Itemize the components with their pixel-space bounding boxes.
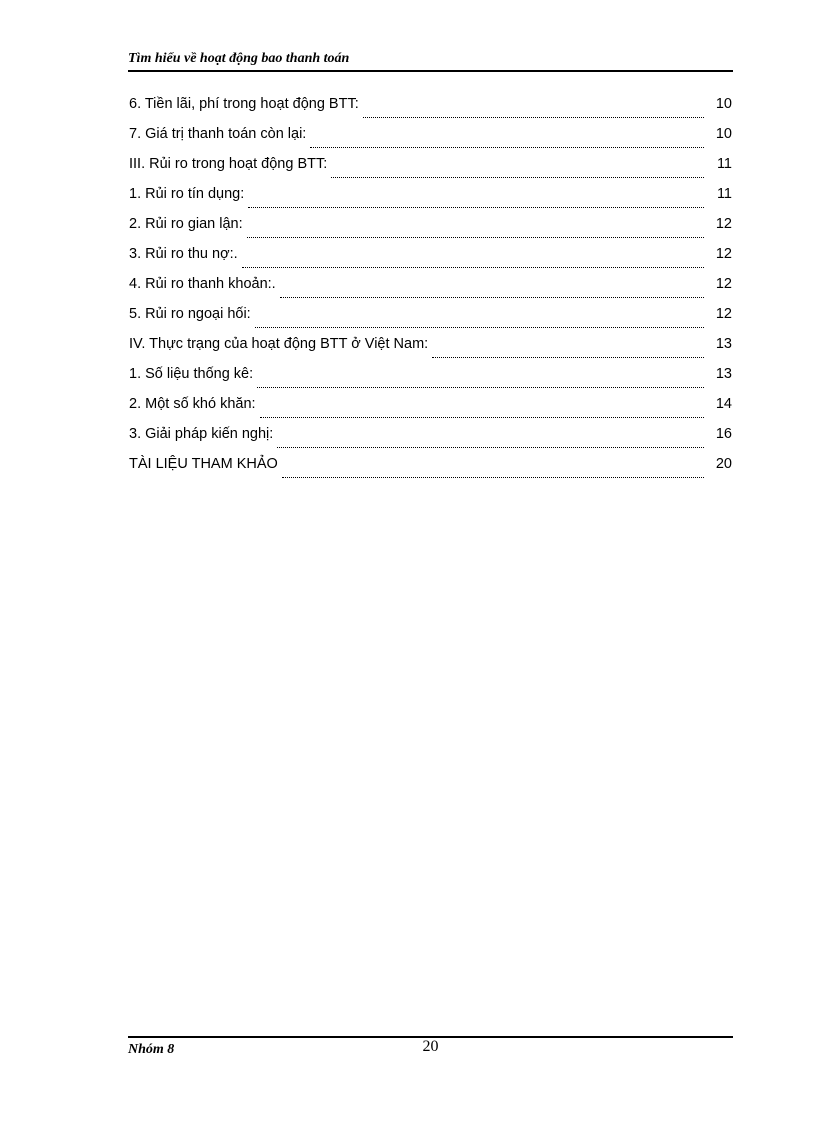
toc-entry-page: 14	[715, 396, 732, 412]
toc-entry-page: 12	[715, 276, 732, 292]
toc-entry-page: 10	[715, 126, 732, 142]
table-of-contents	[129, 94, 732, 484]
toc-entry-label: III. Rủi ro trong hoạt động BTT:	[129, 156, 328, 172]
toc-leader	[331, 176, 704, 178]
toc-entry-label: 2. Rủi ro gian lận:	[129, 216, 243, 232]
toc-entry-page: 16	[715, 426, 732, 442]
toc-entry[interactable]	[129, 244, 732, 274]
toc-leader	[282, 476, 704, 478]
toc-entry-label: 2. Một số khó khăn:	[129, 396, 256, 412]
toc-leader	[255, 326, 704, 328]
toc-leader	[260, 416, 704, 418]
header-title: Tìm hiểu về hoạt động bao thanh toán	[128, 51, 350, 66]
toc-entry-page: 12	[715, 306, 732, 322]
toc-entry-page: 13	[715, 366, 732, 382]
toc-entry-label: 5. Rủi ro ngoại hối:	[129, 306, 251, 322]
toc-leader	[248, 206, 704, 208]
page-footer	[128, 1036, 733, 1057]
toc-entry[interactable]	[129, 94, 732, 124]
toc-entry-label: 3. Rủi ro thu nợ:.	[129, 246, 238, 262]
toc-entry-label: IV. Thực trạng của hoạt động BTT ở Việt Nam:	[129, 336, 429, 352]
toc-leader	[363, 116, 704, 118]
toc-entry-label: 4. Rủi ro thanh khoản:.	[129, 276, 276, 292]
toc-leader	[432, 356, 704, 358]
footer-group-name: Nhóm 8	[128, 1042, 175, 1057]
toc-entry[interactable]	[129, 364, 732, 394]
toc-entry[interactable]	[129, 124, 732, 154]
toc-entry[interactable]	[129, 304, 732, 334]
toc-entry-page: 20	[715, 456, 732, 472]
toc-entry-label: 3. Giải pháp kiến nghị:	[129, 426, 274, 442]
toc-entry-page: 10	[715, 96, 732, 112]
toc-entry[interactable]	[129, 214, 732, 244]
toc-entry-page: 12	[715, 216, 732, 232]
toc-entry-page: 13	[715, 336, 732, 352]
toc-entry-label: 1. Rủi ro tín dụng:	[129, 186, 245, 202]
toc-leader	[280, 296, 704, 298]
page-header	[128, 50, 733, 72]
toc-leader	[277, 446, 704, 448]
toc-entry[interactable]	[129, 334, 732, 364]
toc-entry-page: 11	[716, 186, 732, 202]
toc-leader	[242, 266, 704, 268]
toc-leader	[247, 236, 704, 238]
toc-entry-label: 6. Tiền lãi, phí trong hoạt động BTT:	[129, 96, 359, 112]
toc-entry[interactable]	[129, 454, 732, 484]
toc-entry[interactable]	[129, 274, 732, 304]
toc-entry-page: 12	[715, 246, 732, 262]
toc-entry[interactable]	[129, 154, 732, 184]
footer-page-number: 20	[422, 1038, 439, 1055]
toc-entry-page: 11	[716, 156, 732, 172]
toc-entry-label: 1. Số liệu thống kê:	[129, 366, 254, 382]
toc-entry[interactable]	[129, 184, 732, 214]
toc-entry-label: TÀI LIỆU THAM KHẢO	[129, 456, 278, 472]
toc-leader	[257, 386, 704, 388]
toc-entry[interactable]	[129, 424, 732, 454]
header-rule	[128, 70, 733, 72]
toc-entry-label: 7. Giá trị thanh toán còn lại:	[129, 126, 307, 142]
toc-leader	[310, 146, 704, 148]
toc-entry[interactable]	[129, 394, 732, 424]
